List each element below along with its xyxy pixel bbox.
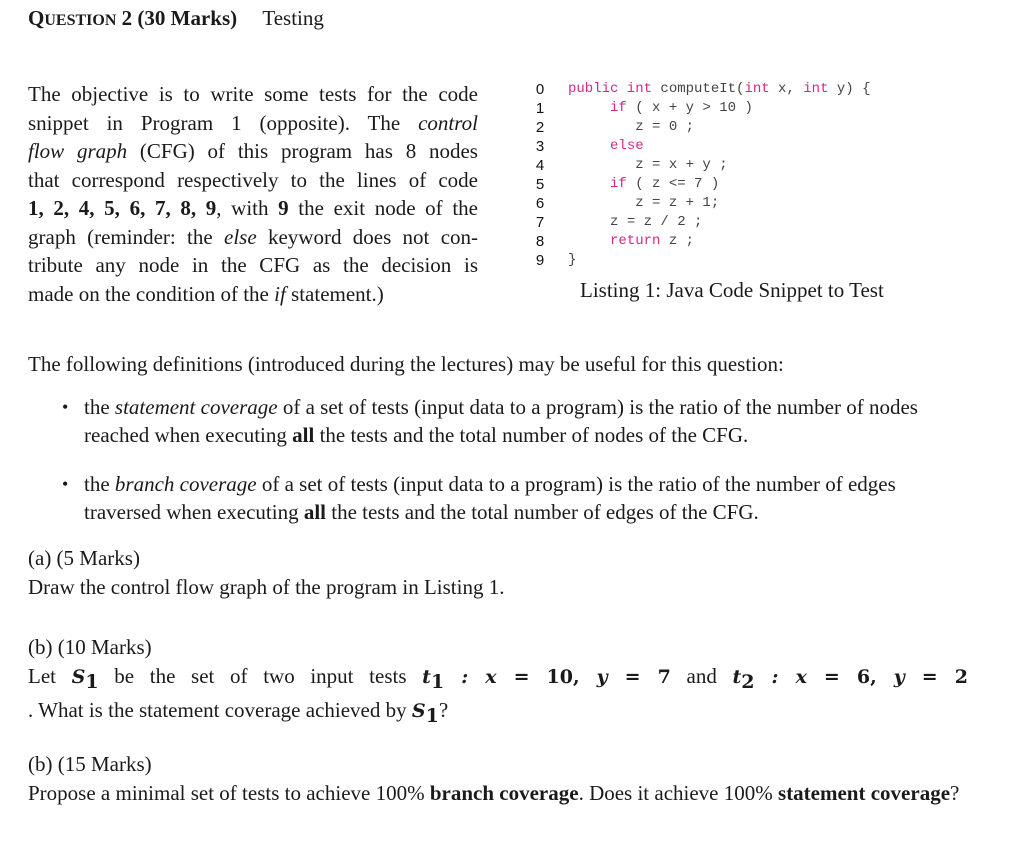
code-text: z = z / 2 ;: [610, 214, 703, 230]
intro-line-8: made on the condition of the if statement.): [28, 281, 384, 306]
term-statement-coverage-bold: statement coverage: [778, 780, 951, 805]
code-text: }: [568, 252, 577, 268]
code-line: [530, 99, 990, 118]
definitions-section: [28, 350, 968, 547]
definitions-lead: The following definitions (introduced during the lectures) may be useful for this question:: [28, 352, 784, 376]
part-b1: [28, 633, 968, 731]
code-line: [530, 213, 990, 232]
node-list: 1, 2, 4, 5, 6, 7, 8, 9: [28, 196, 217, 220]
listing-caption: Listing 1: Java Code Snippet to Test: [580, 278, 884, 302]
term-branch-coverage: branch coverage: [114, 471, 257, 496]
part-b2-heading: (b) (15 Marks): [28, 752, 152, 776]
intro-line-1: The objective is to write some tests for the code: [28, 82, 478, 106]
part-a-text: Draw the control flow graph of the program in Listing 1.: [28, 574, 505, 599]
line-number: 6: [535, 195, 545, 212]
part-b2: [28, 750, 968, 807]
title-subject: Testing: [262, 6, 324, 30]
intro-line-5: 1, 2, 4, 5, 6, 7, 8, 9, with 9 the exit node of the: [28, 196, 478, 220]
term-statement-coverage: statement coverage: [114, 394, 278, 419]
part-a: [28, 544, 968, 601]
line-number: 8: [535, 233, 545, 250]
code-line: [530, 251, 990, 270]
line-number: 0: [535, 81, 545, 98]
line-number: 2: [535, 119, 545, 136]
line-number: 1: [535, 100, 545, 117]
question-title: [28, 6, 324, 31]
code-line: [530, 137, 990, 156]
code-line: [530, 118, 990, 137]
line-number: 7: [535, 214, 545, 231]
line-number: 4: [535, 157, 545, 174]
term-branch-coverage-bold: branch coverage: [429, 780, 579, 805]
code-listing: [530, 80, 990, 270]
part-b1-line-2: . What is the statement coverage achieved by $S_1$?: [28, 698, 449, 728]
code-line: [530, 80, 990, 99]
code-text: public int computeIt(int x, int y) {: [568, 81, 871, 97]
intro-line-3: flow graph (CFG) of this program has 8 nodes: [28, 139, 478, 163]
code-text: z = 0 ;: [635, 119, 695, 135]
intro-line-7: tribute any node in the CFG as the decision is: [28, 253, 478, 277]
term-control: control: [418, 110, 478, 135]
part-b1-line-1: Let $S_1$ be the set of two input tests $t_1$ : x = 10, y = 7 and $t_2$ : x = 6, y = 2: [28, 663, 968, 693]
code-line: [530, 156, 990, 175]
line-number: 5: [535, 176, 545, 193]
title-marks: 2 (30 Marks): [121, 6, 238, 30]
intro-line-2: snippet in Program 1 (opposite). The control: [28, 110, 478, 135]
code-text: if ( z <= 7 ): [610, 176, 720, 192]
line-number: 3: [535, 138, 545, 155]
code-text: else: [610, 138, 644, 154]
title-initial: Q: [28, 6, 45, 30]
exit-node: 9: [278, 196, 289, 220]
line-number: 9: [535, 252, 545, 269]
definition-branch-coverage: • the branch coverage of a set of tests (input data to a program) is the ratio of the number of edges traversed when executing all the tests and the total number of edges of the CFG.: [62, 471, 896, 524]
code-text: if ( x + y > 10 ): [610, 100, 753, 116]
code-text: z = z + 1;: [635, 195, 720, 211]
term-flow-graph: flow graph: [28, 139, 128, 163]
code-line: [530, 175, 990, 194]
code-text: z = x + y ;: [635, 157, 728, 173]
title-rest: UESTION: [44, 12, 117, 29]
term-if: if: [274, 281, 286, 306]
code-line: [530, 232, 990, 251]
intro-paragraph: [28, 80, 478, 308]
part-b1-heading: (b) (10 Marks): [28, 635, 152, 659]
definition-statement-coverage: • the statement coverage of a set of tests (input data to a program) is the ratio of the number of nodes reached when executing all the tests and the total number of nodes of the CFG.: [62, 394, 918, 447]
part-a-heading: (a) (5 Marks): [28, 546, 140, 570]
bullet-icon: •: [62, 396, 69, 417]
intro-line-6: graph (reminder: the else keyword does not con-: [28, 224, 479, 249]
code-line: [530, 194, 990, 213]
part-b2-text: Propose a minimal set of tests to achieve 100% branch coverage. Does it achieve 100% statement coverage?: [28, 780, 960, 805]
bullet-icon: •: [62, 473, 69, 494]
code-text: return z ;: [610, 233, 695, 249]
intro-line-4: that correspond respectively to the lines of code: [28, 167, 478, 192]
term-else: else: [224, 224, 257, 249]
